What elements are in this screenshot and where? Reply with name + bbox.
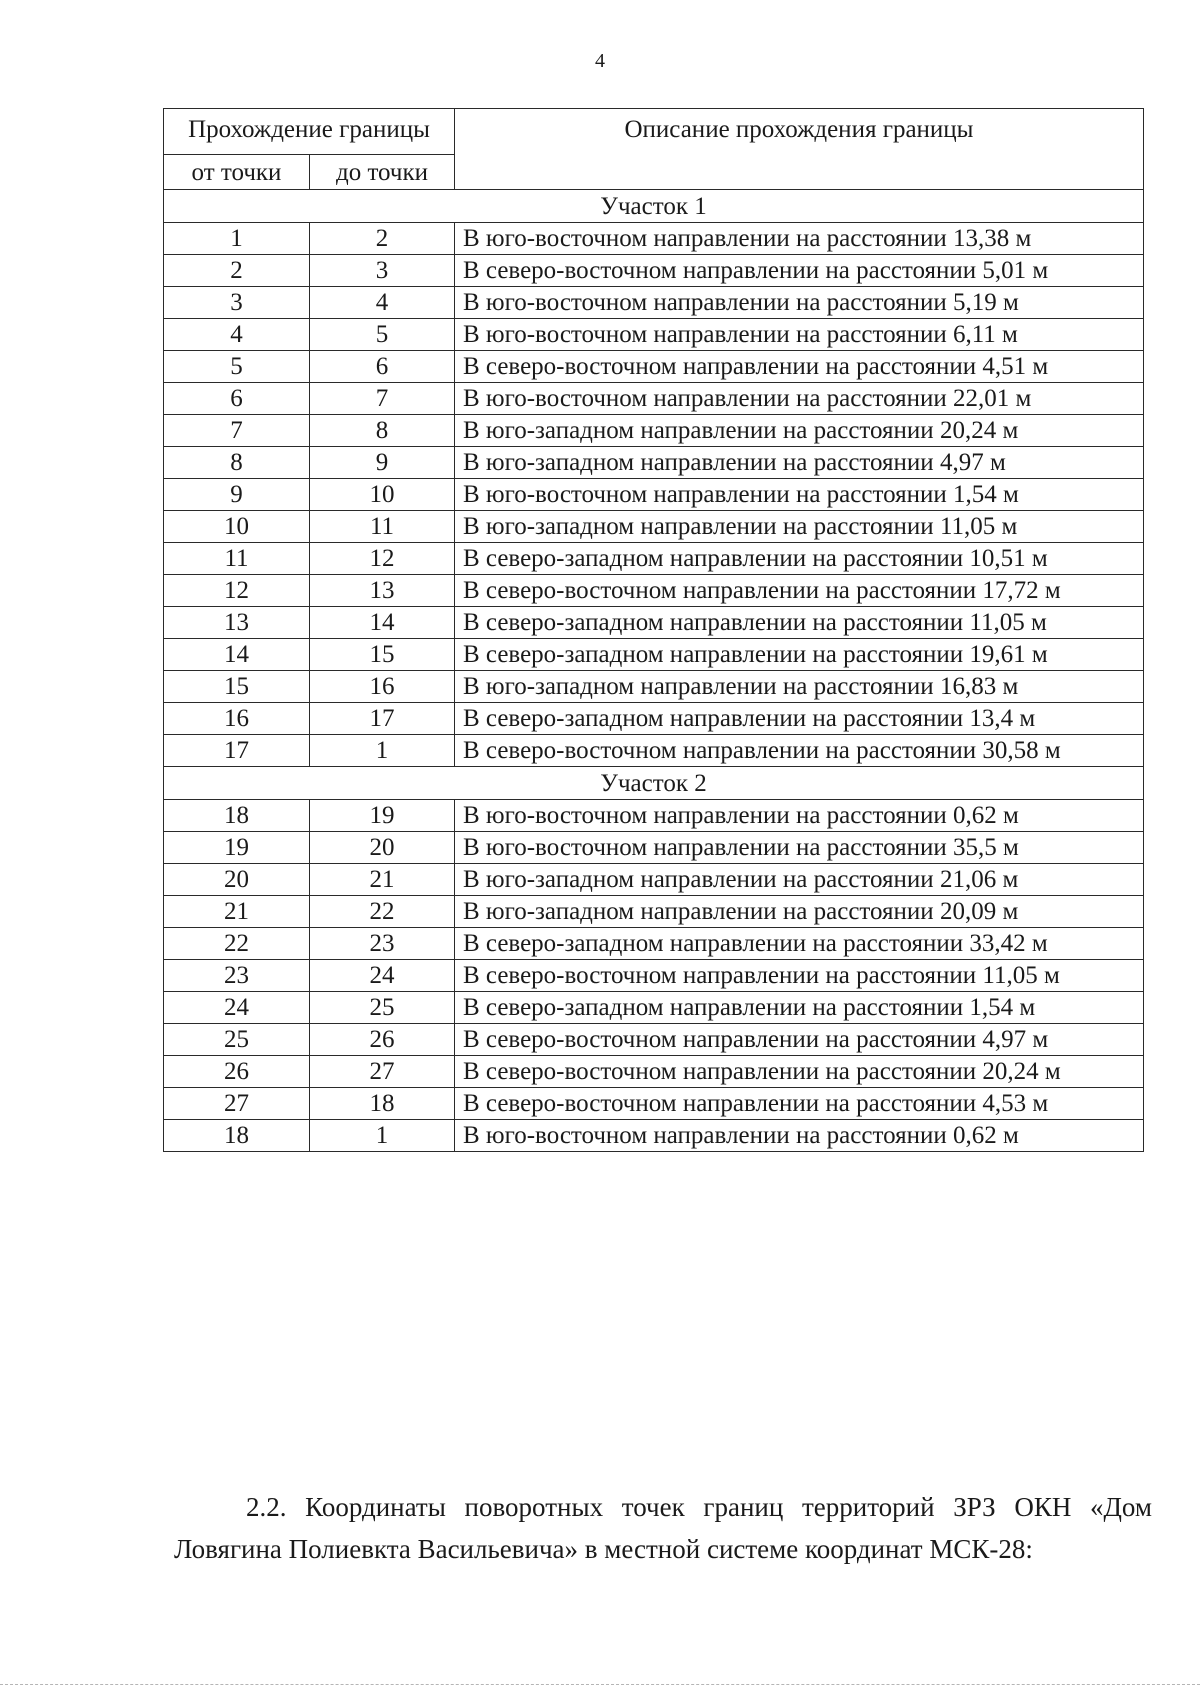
description-cell: В северо-восточном направлении на расстоянии 4,53 м	[455, 1088, 1144, 1120]
description-cell: В юго-западном направлении на расстоянии 20,09 м	[455, 896, 1144, 928]
from-point-cell: 23	[164, 960, 310, 992]
from-point-cell: 12	[164, 575, 310, 607]
section-row	[164, 190, 1144, 223]
to-point-cell: 25	[310, 992, 455, 1024]
from-point-cell: 18	[164, 1120, 310, 1152]
page-number: 4	[595, 50, 605, 72]
table-row	[164, 1024, 1144, 1056]
section-row	[164, 767, 1144, 800]
to-point-cell: 1	[310, 735, 455, 767]
description-cell: В юго-восточном направлении на расстоянии 0,62 м	[455, 800, 1144, 832]
from-point-cell: 26	[164, 1056, 310, 1088]
header-to: до точки	[310, 155, 455, 190]
description-cell: В юго-западном направлении на расстоянии 4,97 м	[455, 447, 1144, 479]
to-point-cell: 5	[310, 319, 455, 351]
description-cell: В северо-восточном направлении на расстоянии 5,01 м	[455, 255, 1144, 287]
from-point-cell: 20	[164, 864, 310, 896]
description-cell: В северо-восточном направлении на расстоянии 17,72 м	[455, 575, 1144, 607]
from-point-cell: 4	[164, 319, 310, 351]
to-point-cell: 26	[310, 1024, 455, 1056]
to-point-cell: 8	[310, 415, 455, 447]
table-row	[164, 415, 1144, 447]
to-point-cell: 1	[310, 1120, 455, 1152]
from-point-cell: 19	[164, 832, 310, 864]
from-point-cell: 10	[164, 511, 310, 543]
description-cell: В северо-восточном направлении на расстоянии 11,05 м	[455, 960, 1144, 992]
table-row	[164, 928, 1144, 960]
description-cell: В северо-западном направлении на расстоянии 19,61 м	[455, 639, 1144, 671]
description-cell: В северо-восточном направлении на расстоянии 20,24 м	[455, 1056, 1144, 1088]
table-row	[164, 639, 1144, 671]
from-point-cell: 24	[164, 992, 310, 1024]
header-description: Описание прохождения границы	[455, 109, 1144, 190]
description-cell: В северо-западном направлении на расстоянии 13,4 м	[455, 703, 1144, 735]
from-point-cell: 16	[164, 703, 310, 735]
from-point-cell: 6	[164, 383, 310, 415]
from-point-cell: 3	[164, 287, 310, 319]
to-point-cell: 6	[310, 351, 455, 383]
description-cell: В северо-западном направлении на расстоянии 11,05 м	[455, 607, 1144, 639]
section-title: Участок 1	[164, 190, 1144, 223]
to-point-cell: 4	[310, 287, 455, 319]
from-point-cell: 17	[164, 735, 310, 767]
table-row	[164, 864, 1144, 896]
description-cell: В юго-восточном направлении на расстоянии 5,19 м	[455, 287, 1144, 319]
description-cell: В юго-восточном направлении на расстоянии 35,5 м	[455, 832, 1144, 864]
table-row	[164, 992, 1144, 1024]
from-point-cell: 11	[164, 543, 310, 575]
table-row	[164, 800, 1144, 832]
to-point-cell: 19	[310, 800, 455, 832]
description-cell: В юго-восточном направлении на расстоянии 1,54 м	[455, 479, 1144, 511]
table-row	[164, 703, 1144, 735]
to-point-cell: 16	[310, 671, 455, 703]
to-point-cell: 7	[310, 383, 455, 415]
to-point-cell: 23	[310, 928, 455, 960]
to-point-cell: 24	[310, 960, 455, 992]
description-cell: В северо-западном направлении на расстоянии 10,51 м	[455, 543, 1144, 575]
from-point-cell: 27	[164, 1088, 310, 1120]
from-point-cell: 13	[164, 607, 310, 639]
to-point-cell: 9	[310, 447, 455, 479]
to-point-cell: 27	[310, 1056, 455, 1088]
from-point-cell: 1	[164, 223, 310, 255]
description-cell: В юго-западном направлении на расстоянии 20,24 м	[455, 415, 1144, 447]
header-from: от точки	[164, 155, 310, 190]
description-cell: В юго-западном направлении на расстоянии 11,05 м	[455, 511, 1144, 543]
description-cell: В юго-восточном направлении на расстоянии 0,62 м	[455, 1120, 1144, 1152]
table-body	[164, 190, 1144, 1152]
from-point-cell: 25	[164, 1024, 310, 1056]
table-row	[164, 383, 1144, 415]
to-point-cell: 21	[310, 864, 455, 896]
table-row	[164, 735, 1144, 767]
table-row	[164, 319, 1144, 351]
from-point-cell: 2	[164, 255, 310, 287]
description-cell: В северо-восточном направлении на расстоянии 30,58 м	[455, 735, 1144, 767]
header-boundary: Прохождение границы	[164, 109, 455, 155]
to-point-cell: 12	[310, 543, 455, 575]
description-cell: В юго-западном направлении на расстоянии 16,83 м	[455, 671, 1144, 703]
to-point-cell: 22	[310, 896, 455, 928]
to-point-cell: 18	[310, 1088, 455, 1120]
from-point-cell: 5	[164, 351, 310, 383]
table-row	[164, 575, 1144, 607]
from-point-cell: 8	[164, 447, 310, 479]
table-row	[164, 447, 1144, 479]
table-row	[164, 543, 1144, 575]
coordinates-paragraph: 2.2. Координаты поворотных точек границ территорий ЗРЗ ОКН «Дом Ловягина Полиевкта Васильевича» в местной системе координат МСК-28:	[174, 1492, 1152, 1564]
section-title: Участок 2	[164, 767, 1144, 800]
boundary-table	[163, 108, 1144, 1152]
to-point-cell: 20	[310, 832, 455, 864]
from-point-cell: 22	[164, 928, 310, 960]
to-point-cell: 2	[310, 223, 455, 255]
scan-footer-line	[0, 1684, 1200, 1685]
from-point-cell: 14	[164, 639, 310, 671]
from-point-cell: 9	[164, 479, 310, 511]
to-point-cell: 15	[310, 639, 455, 671]
table-row	[164, 1056, 1144, 1088]
to-point-cell: 13	[310, 575, 455, 607]
description-cell: В северо-восточном направлении на расстоянии 4,97 м	[455, 1024, 1144, 1056]
from-point-cell: 21	[164, 896, 310, 928]
table-row	[164, 479, 1144, 511]
from-point-cell: 18	[164, 800, 310, 832]
table-row	[164, 1120, 1144, 1152]
table-row	[164, 287, 1144, 319]
description-cell: В северо-западном направлении на расстоянии 33,42 м	[455, 928, 1144, 960]
to-point-cell: 3	[310, 255, 455, 287]
to-point-cell: 14	[310, 607, 455, 639]
to-point-cell: 11	[310, 511, 455, 543]
table-row	[164, 960, 1144, 992]
description-cell: В юго-западном направлении на расстоянии 21,06 м	[455, 864, 1144, 896]
description-cell: В юго-восточном направлении на расстоянии 22,01 м	[455, 383, 1144, 415]
to-point-cell: 17	[310, 703, 455, 735]
table-row	[164, 896, 1144, 928]
description-cell: В северо-восточном направлении на расстоянии 4,51 м	[455, 351, 1144, 383]
table-row	[164, 255, 1144, 287]
description-cell: В юго-восточном направлении на расстоянии 13,38 м	[455, 223, 1144, 255]
table-row	[164, 832, 1144, 864]
table-row	[164, 671, 1144, 703]
to-point-cell: 10	[310, 479, 455, 511]
table-row	[164, 1088, 1144, 1120]
table-row	[164, 607, 1144, 639]
table-row	[164, 223, 1144, 255]
description-cell: В северо-западном направлении на расстоянии 1,54 м	[455, 992, 1144, 1024]
table-row	[164, 351, 1144, 383]
from-point-cell: 15	[164, 671, 310, 703]
table-row	[164, 511, 1144, 543]
description-cell: В юго-восточном направлении на расстоянии 6,11 м	[455, 319, 1144, 351]
from-point-cell: 7	[164, 415, 310, 447]
